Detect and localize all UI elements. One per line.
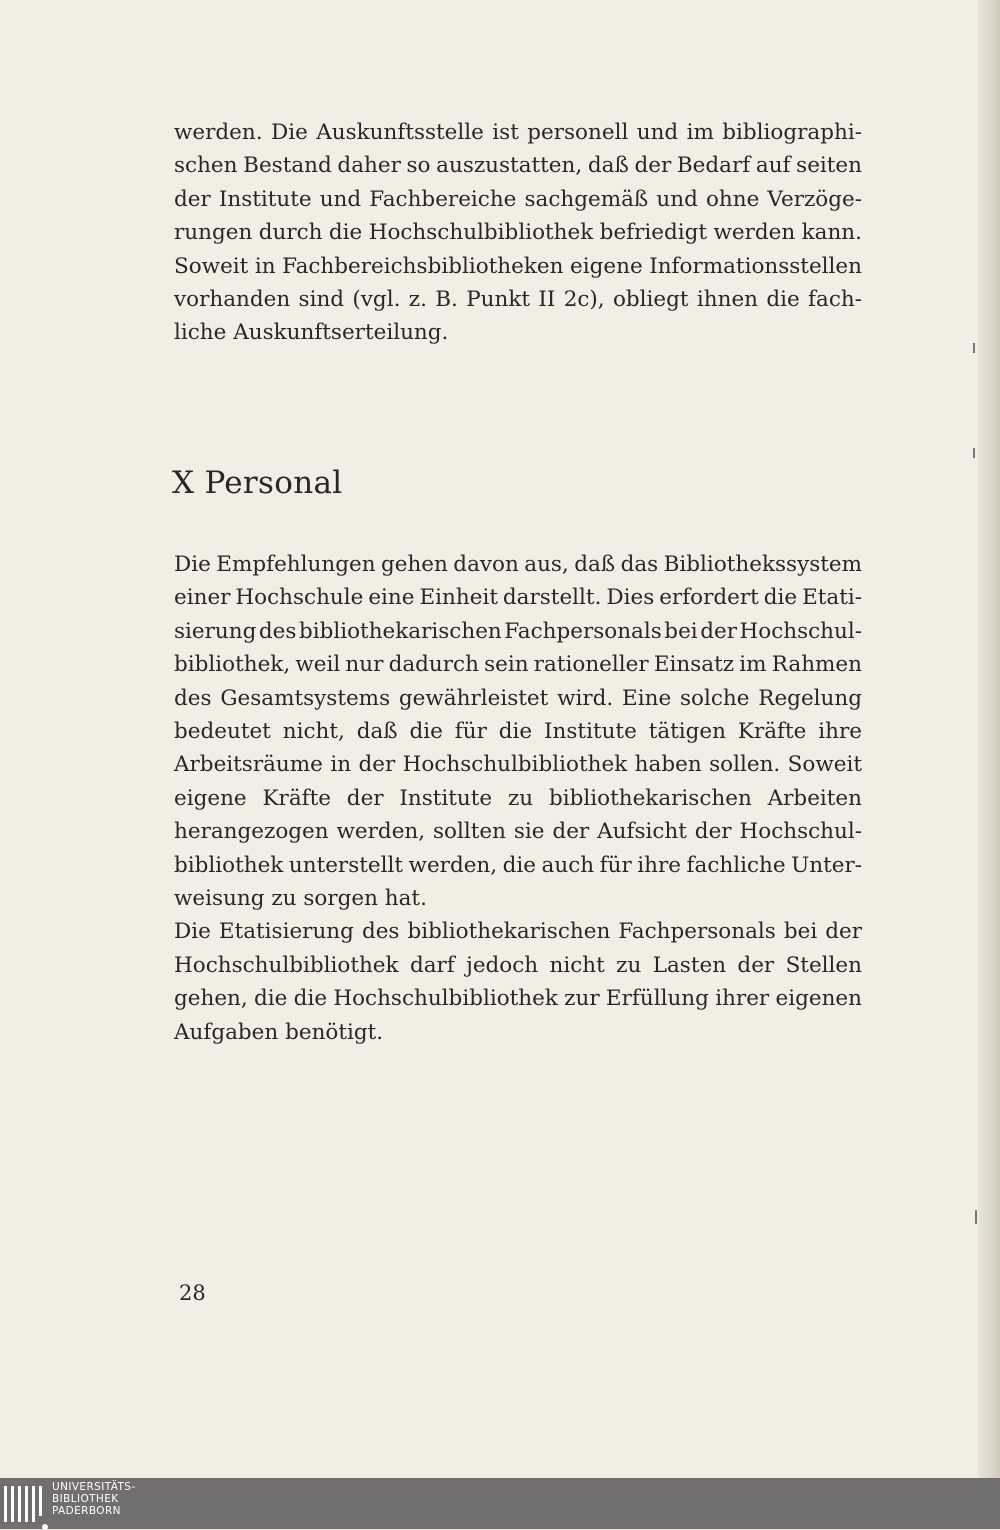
page-speck — [973, 343, 975, 353]
page-speck — [973, 448, 975, 458]
paragraph-3-text — [174, 915, 862, 1049]
logo-line-2: BIBLIOTHEK — [52, 1493, 119, 1505]
text-line: eigene Kräfte der Institute zu bibliothekarischen Arbeiten — [174, 785, 862, 811]
text-line: bibliothek, weil nur dadurch sein rationeller Einsatz im Rahmen — [174, 652, 862, 678]
library-logo-text — [52, 1481, 136, 1517]
text-line: gehen, die die Hochschulbibliothek zur Erfüllung ihrer eigenen — [174, 986, 862, 1012]
logo-line-3: PADERBORN — [52, 1505, 121, 1517]
text-line: sierung des bibliothekarischen Fachpersonals bei der Hochschul- — [174, 618, 862, 644]
text-line: der Institute und Fachbereiche sachgemäß und ohne Verzöge- — [174, 186, 862, 212]
text-line: werden. Die Auskunftsstelle ist personell und im bibliographi- — [174, 120, 862, 145]
paragraph-2-text — [174, 548, 862, 915]
page-number: 28 — [179, 1281, 206, 1305]
paragraph-1-text — [174, 116, 862, 350]
library-logo-icon — [4, 1486, 46, 1526]
text-line: rungen durch die Hochschulbibliothek befriedigt werden kann. — [174, 220, 862, 246]
text-line: einer Hochschule eine Einheit darstellt. Dies erfordert die Etati- — [174, 585, 862, 611]
text-line: Arbeitsräume in der Hochschulbibliothek haben sollen. Soweit — [174, 752, 862, 778]
text-line: liche Auskunftserteilung. — [174, 320, 449, 346]
text-line: schen Bestand daher so auszustatten, daß der Bedarf auf seiten — [174, 153, 862, 179]
text-line: bibliothek unterstellt werden, die auch für ihre fachliche Unter- — [174, 852, 862, 878]
section-heading: X Personal — [172, 465, 343, 501]
text-line: Die Etatisierung des bibliothekarischen Fachpersonals bei der — [174, 919, 862, 945]
paragraph-auskunft — [174, 116, 862, 350]
logo-line-1: UNIVERSITÄTS- — [52, 1481, 136, 1493]
page-edge-shadow — [978, 0, 1000, 1478]
text-line: Hochschulbibliothek darf jedoch nicht zu Lasten der Stellen — [174, 952, 862, 978]
text-line: bedeutet nicht, daß die für die Institute tätigen Kräfte ihre — [174, 719, 862, 745]
text-line: Aufgaben benötigt. — [174, 1019, 384, 1045]
text-line: Die Empfehlungen gehen davon aus, daß das Bibliothekssystem — [174, 552, 862, 577]
page-speck — [975, 1210, 977, 1224]
text-line: vorhanden sind (vgl. z. B. Punkt II 2c), obliegt ihnen die fach- — [174, 287, 862, 313]
paragraph-personal — [174, 548, 862, 1049]
text-line: des Gesamtsystems gewährleistet wird. Eine solche Regelung — [174, 685, 862, 711]
text-line: Soweit in Fachbereichsbibliotheken eigene Informationsstellen — [174, 253, 862, 279]
text-line: herangezogen werden, sollten sie der Aufsicht der Hochschul- — [174, 819, 862, 845]
text-line: weisung zu sorgen hat. — [174, 886, 427, 912]
library-footer — [0, 1478, 1000, 1529]
